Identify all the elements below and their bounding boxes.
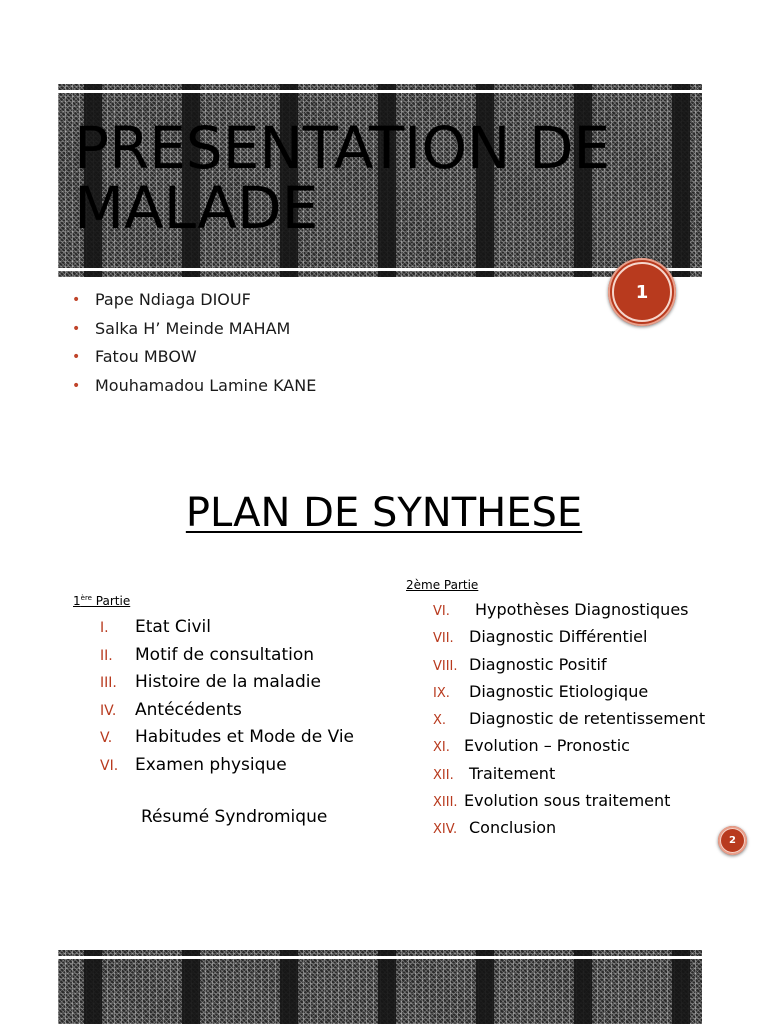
item-text: Conclusion (469, 818, 557, 838)
item-number: III. (100, 675, 117, 691)
part1-label-word: Partie (91, 594, 131, 608)
list-item (433, 652, 705, 679)
item-text: Antécédents (135, 699, 242, 720)
list-item (433, 788, 705, 815)
item-text: Histoire de la maladie (135, 672, 321, 692)
item-text: Hypothèses Diagnostiques (475, 600, 689, 619)
item-number: IX. (433, 685, 450, 701)
list-item (433, 597, 705, 624)
author-name: Salka H’ Meinde MAHAM (95, 318, 291, 338)
author-name: Mouhamadou Lamine KANE (95, 375, 317, 395)
list-item (433, 815, 705, 842)
list-item (433, 761, 705, 788)
list-item (433, 679, 705, 706)
part2-label: 2ème Partie (406, 578, 479, 592)
slide-number-badge (718, 826, 747, 855)
list-item (433, 706, 705, 733)
author-item (72, 376, 316, 405)
slide-number-badge (608, 258, 676, 326)
banner-stripe-bottom (58, 268, 702, 271)
item-text: Evolution sous traitement (464, 791, 671, 811)
item-number: XI. (433, 740, 450, 756)
author-item (72, 347, 316, 376)
list-item (433, 624, 705, 651)
slide-number: 1 (635, 281, 649, 303)
list-item (100, 752, 355, 780)
bullet-icon: • (72, 320, 81, 337)
item-number: XIV. (433, 822, 458, 838)
item-number: VII. (433, 631, 454, 647)
next-slide-banner (58, 950, 702, 1024)
bullet-icon: • (72, 292, 81, 308)
item-number: V. (100, 730, 113, 746)
item-text: Habitudes et Mode de Vie (135, 727, 355, 747)
slide-number: 2 (729, 835, 736, 846)
item-text: Traitement (469, 763, 556, 783)
item-number: X. (433, 713, 447, 729)
author-list (72, 290, 316, 404)
item-number: I. (100, 620, 109, 636)
item-text: Evolution – Pronostic (464, 736, 630, 756)
author-item (72, 319, 316, 348)
item-number: IV. (100, 702, 117, 719)
summary-text: Résumé Syndromique (141, 807, 328, 827)
banner-stripe-top (58, 90, 702, 93)
list-item (100, 642, 355, 670)
author-name: Pape Ndiaga DIOUF (95, 290, 251, 309)
bullet-icon: • (72, 349, 81, 365)
item-text: Examen physique (135, 754, 287, 775)
item-text: Diagnostic Positif (469, 654, 607, 674)
slide-title: PRESENTATION DE MALADE (74, 114, 611, 242)
plan-title: PLAN DE SYNTHESE (185, 490, 583, 536)
item-text: Motif de consultation (135, 644, 315, 665)
item-number: XIII. (433, 795, 458, 811)
item-text: Diagnostic de retentissement (469, 709, 706, 729)
item-number: II. (100, 647, 113, 664)
banner-stripe-top (58, 956, 702, 959)
list-item (433, 733, 705, 760)
title-banner (58, 84, 702, 277)
author-name: Fatou MBOW (95, 347, 197, 366)
list-item (100, 614, 355, 642)
item-number: VIII. (433, 658, 458, 674)
part1-label-sup: ère (80, 594, 92, 602)
part1-label (73, 594, 130, 608)
list-item (100, 697, 355, 725)
part2-list (433, 597, 705, 843)
item-text: Etat Civil (135, 617, 211, 637)
item-text: Diagnostic Etiologique (469, 681, 649, 701)
item-number: VI. (433, 604, 450, 619)
item-text: Diagnostic Différentiel (469, 627, 648, 647)
part1-list (100, 614, 355, 779)
author-item (72, 290, 316, 319)
part1-label-num: 1 (73, 594, 81, 608)
item-number: XII. (433, 767, 454, 783)
list-item (100, 724, 355, 752)
bullet-icon: • (72, 377, 81, 394)
item-number: VI. (100, 757, 119, 774)
list-item (100, 669, 355, 697)
